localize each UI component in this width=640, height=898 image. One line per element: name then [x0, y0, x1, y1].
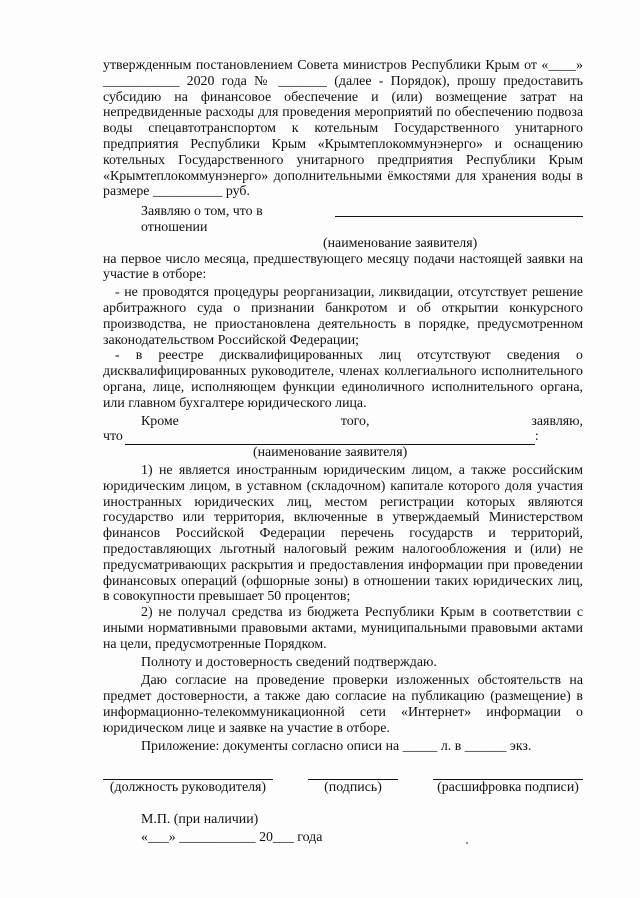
declare-row [103, 204, 583, 236]
seal-label: М.П. (при наличии) [141, 812, 259, 828]
signature-blank[interactable] [308, 765, 398, 780]
kromie-row [103, 414, 583, 430]
paragraph-subsidy-request: утвержденным постановлением Совета министров Республики Крым от «____» ___________ 2020 года № _______ (далее - Порядок), прошу предоставить субсидию на финансовое обеспечение и (или) возмещение затрат на непредвиденные расходы для проведения мероприятий по обеспечению подвоза воды спецавтотранспортом к котельным Государственного унитарного предприятия Республики Крым «Крымтеплокоммунэнерго» и оснащению котельных Государственного унитарного предприятия Республики Крым «Крымтеплокоммунэнерго» дополнительными ёмкостями для хранения воды в размере __________ руб. [103, 58, 583, 200]
document-body [103, 58, 583, 846]
decoding-blank[interactable] [433, 765, 583, 780]
signature-row [103, 765, 583, 796]
applicant-name-blank[interactable] [335, 204, 583, 217]
caption-signature: (подпись) [324, 780, 382, 796]
seal-block [103, 812, 583, 846]
kromie-word-3: заявляю, [531, 413, 583, 429]
signature-sign-col [308, 765, 398, 796]
caption-applicant-name-1: (наименование заявителя) [323, 235, 478, 251]
point-2-no-budget-funds: 2) не получал средства из бюджета Республики Крым в соответствии с иными нормативными правовыми актами, муниципальными правовыми актами на цели, предусмотренные Порядком. [103, 605, 583, 652]
date-line: «___» ___________ 20___ года [141, 829, 323, 845]
caption-decoding: (расшифровка подписи) [437, 780, 579, 796]
that-word: что [103, 429, 123, 445]
paragraph-confirm: Полноту и достоверность сведений подтверждаю. [141, 655, 437, 671]
list-item-no-disqualified: - в реестре дисквалифицированных лиц отсутствуют сведения о дисквалифицированных руководителе, членах коллегиального исполнительного органа, лице, исполняющем функции единоличного исполнительного органа, или главном бухгалтере юридического лица. [103, 348, 583, 411]
kromie-word-1: Кроме [141, 413, 179, 429]
signature-decoding-col [433, 765, 583, 796]
signature-position-col [103, 765, 273, 796]
paragraph-attachment: Приложение: документы согласно описи на _____ л. в ______ экз. [141, 739, 532, 755]
point-1-not-foreign: 1) не является иностранным юридическим лицом, а также российским юридическим лицом, в уставном (складочном) капитале которого доля участия иностранных юридических лиц, местом регистрации которых являются государство или территория, включенные в утверждаемый Министерством финансов Российской Федерации перечень государств и территорий, предоставляющих льготный налоговый режим налогообложения и (или) не предусматривающих раскрытия и предоставления информации при проведении финансовых операций (офшорные зоны) в отношении таких юридических лиц, в совокупности превышает 50 процентов; [103, 462, 583, 605]
caption-applicant-name-2: (наименование заявителя) [253, 445, 408, 461]
paragraph-consent: Даю согласие на проведение проверки изложенных обстоятельств на предмет достоверности, а также даю согласие на публикацию (размещение) в информационно-телекоммуникационной сети «Интернет» информации о юридическом лице и заявке на участие в отборе. [103, 673, 583, 736]
paragraph-first-day: на первое число месяца, предшествующего месяцу подачи настоящей заявки на участие в отборе: [103, 251, 583, 283]
caption-position: (должность руководителя) [109, 780, 267, 796]
that-colon: : [534, 429, 539, 445]
kromie-word-2: того, [340, 413, 370, 429]
applicant-name-blank-2[interactable] [125, 432, 535, 445]
position-blank[interactable] [103, 765, 273, 780]
scan-speck [466, 842, 468, 844]
declare-prefix: Заявляю о том, что в отношении [141, 204, 263, 235]
list-item-no-reorganization: - не проводятся процедуры реорганизации, ликвидации, отсутствует решение арбитражного суда о признании банкротом и об открытии конкурсного производства, не приостановлена деятельность в порядке, предусмотренном законодательством Российской Федерации; [103, 285, 583, 348]
that-row [103, 429, 583, 445]
